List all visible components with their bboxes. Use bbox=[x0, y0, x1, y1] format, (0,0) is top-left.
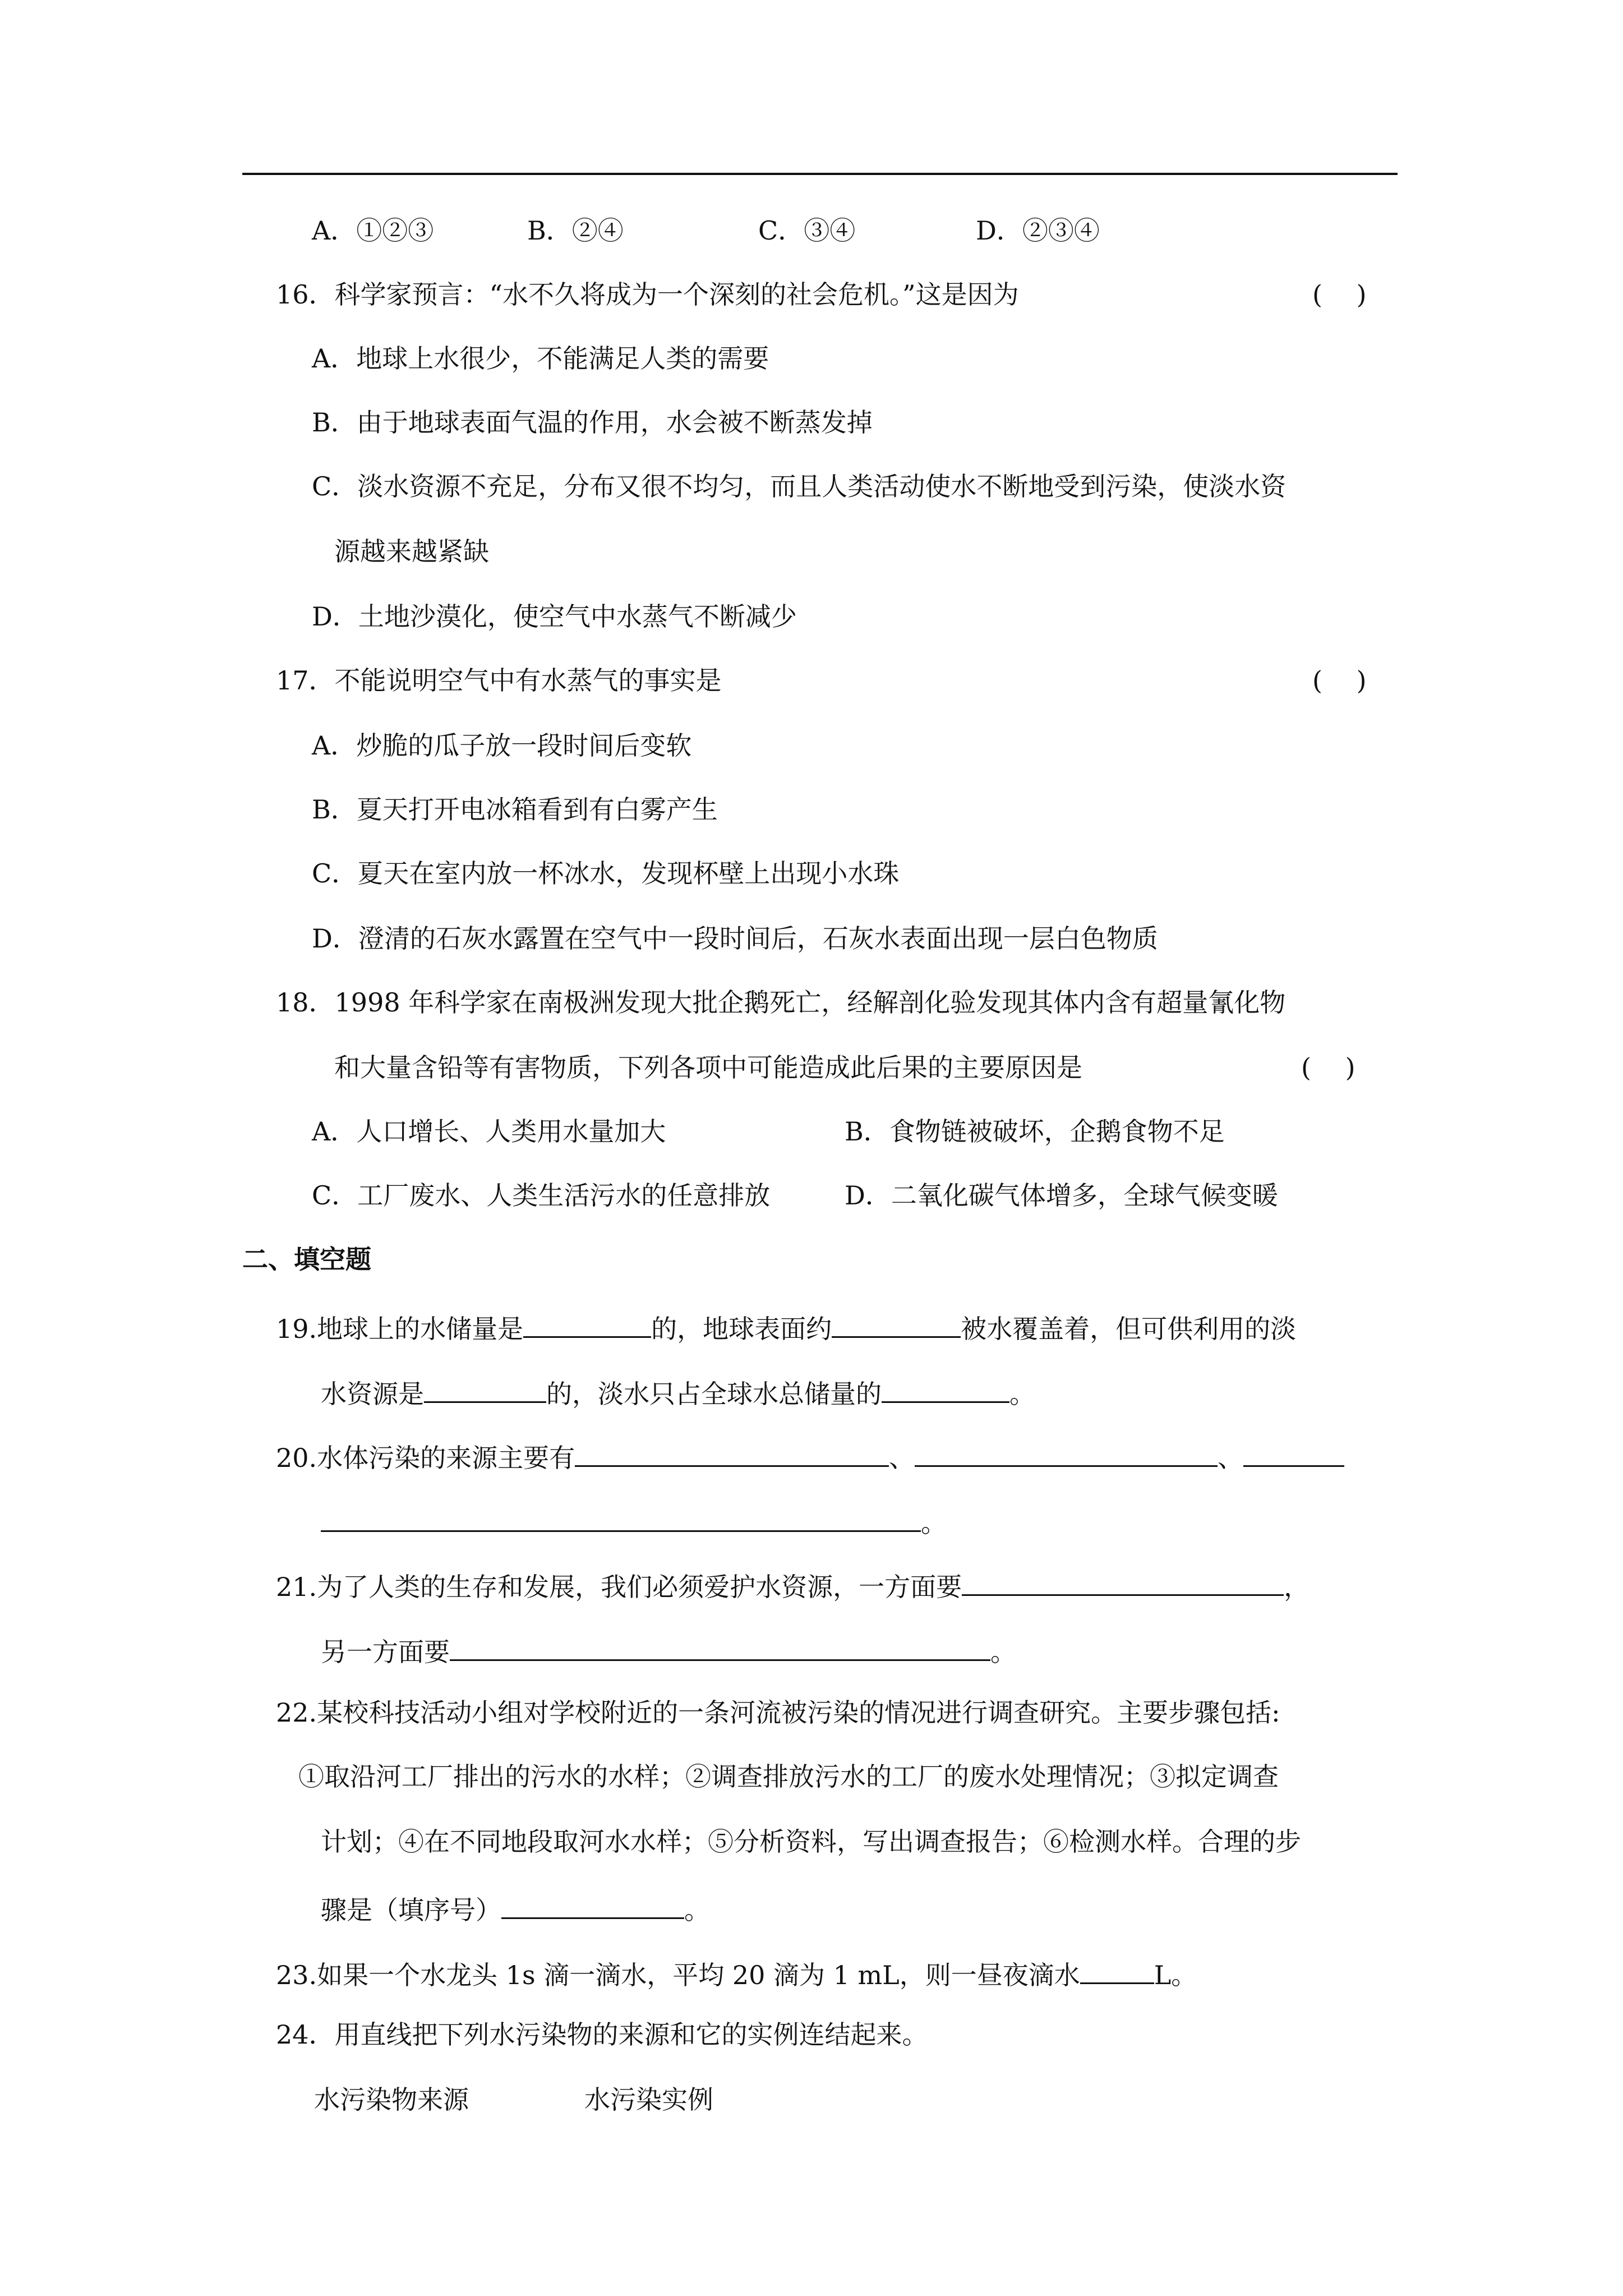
q16-stem: 16．科学家预言：“水不久将成为一个深刻的社会危机。”这是因为 bbox=[276, 279, 1019, 310]
q16-option-a: A．地球上水很少，不能满足人类的需要 bbox=[312, 343, 769, 374]
q20-blank-2[interactable] bbox=[915, 1441, 1218, 1467]
q18-option-c: C．工厂废水、人类生活污水的任意排放 bbox=[312, 1180, 771, 1211]
q20-sep-2: 、 bbox=[1218, 1443, 1244, 1473]
q19-blank-1[interactable] bbox=[523, 1312, 651, 1338]
q20-sep-1: 、 bbox=[889, 1443, 915, 1473]
q23-line bbox=[276, 1958, 1197, 1988]
q15-option-c: C．③④ bbox=[758, 215, 856, 246]
q21-text-2: 另一方面要 bbox=[321, 1637, 450, 1667]
q20-blank-3[interactable] bbox=[1243, 1441, 1344, 1467]
q16-option-b: B．由于地球表面气温的作用，水会被不断蒸发掉 bbox=[312, 407, 873, 438]
q23-text-2: L。 bbox=[1154, 1960, 1197, 1990]
q17-stem: 17．不能说明空气中有水蒸气的事实是 bbox=[276, 665, 722, 696]
q18-option-b: B．食物链被破坏，企鹅食物不足 bbox=[845, 1116, 1225, 1147]
q17-option-b: B．夏天打开电冰箱看到有白雾产生 bbox=[312, 794, 718, 825]
q19-text-4: 水资源是 bbox=[321, 1379, 424, 1409]
q17-answer-paren: ( ) bbox=[1312, 665, 1367, 696]
q20-line2 bbox=[321, 1506, 947, 1536]
q18-option-a: A．人口增长、人类用水量加大 bbox=[312, 1116, 666, 1147]
q20-blank-1[interactable] bbox=[575, 1441, 889, 1467]
q17-option-a: A．炒脆的瓜子放一段时间后变软 bbox=[312, 730, 692, 761]
q18-stem-line2: 和大量含铅等有害物质，下列各项中可能造成此后果的主要原因是 bbox=[334, 1052, 1082, 1083]
q24-stem: 24．用直线把下列水污染物的来源和它的实例连结起来。 bbox=[276, 2019, 928, 2050]
q22-blank[interactable] bbox=[501, 1893, 684, 1919]
q17-option-c: C．夏天在室内放一杯冰水，发现杯壁上出现小水珠 bbox=[312, 858, 900, 889]
q19-text-5: 的，淡水只占全球水总储量的 bbox=[546, 1379, 882, 1409]
q24-column-example: 水污染实例 bbox=[584, 2085, 713, 2115]
q21-comma: ， bbox=[1284, 1572, 1310, 1602]
q21-blank-1[interactable] bbox=[962, 1570, 1284, 1596]
q19-blank-4[interactable] bbox=[882, 1377, 1009, 1403]
q24-column-source: 水污染物来源 bbox=[314, 2085, 469, 2115]
q16-answer-paren: ( ) bbox=[1312, 279, 1367, 310]
q19-text-1: 19.地球上的水储量是 bbox=[276, 1314, 524, 1344]
q20-end: 。 bbox=[921, 1508, 947, 1538]
q20-blank-3-cont[interactable] bbox=[321, 1506, 921, 1532]
q15-option-d: D．②③④ bbox=[976, 215, 1100, 246]
q19-text-3: 被水覆盖着，但可供利用的淡 bbox=[961, 1314, 1297, 1344]
q22-line1: 22.某校科技活动小组对学校附近的一条河流被污染的情况进行调查研究。主要步骤包括: bbox=[276, 1697, 1280, 1728]
q23-blank[interactable] bbox=[1080, 1958, 1154, 1984]
q19-blank-3[interactable] bbox=[424, 1377, 546, 1403]
q23-text-1: 23.如果一个水龙头 1s 滴一滴水，平均 20 滴为 1 mL，则一昼夜滴水 bbox=[276, 1960, 1080, 1990]
q19-text-2: 的，地球表面约 bbox=[651, 1314, 832, 1344]
section-heading-fill-in: 二、填空题 bbox=[242, 1244, 371, 1274]
q21-end: 。 bbox=[990, 1637, 1016, 1667]
q18-stem-line1: 18．1998 年科学家在南极洲发现大批企鹅死亡，经解剖化验发现其体内含有超量氰化物 bbox=[276, 987, 1286, 1018]
q22-end: 。 bbox=[684, 1895, 710, 1925]
q22-line3: 计划；④在不同地段取河水水样；⑤分析资料，写出调查报告；⑥检测水样。合理的步 bbox=[321, 1826, 1301, 1857]
q19-line1 bbox=[276, 1312, 1296, 1342]
q19-blank-2[interactable] bbox=[832, 1312, 961, 1338]
q16-option-c-line1: C．淡水资源不充足，分布又很不均匀，而且人类活动使水不断地受到污染，使淡水资 bbox=[312, 471, 1287, 501]
q22-line4 bbox=[321, 1893, 710, 1923]
q15-option-b: B．②④ bbox=[527, 215, 624, 246]
q22-text-4: 骤是（填序号） bbox=[321, 1895, 501, 1925]
q18-option-d: D．二氧化碳气体增多，全球气候变暖 bbox=[845, 1180, 1278, 1211]
q22-line2: ①取沿河工厂排出的污水的水样；②调查排放污水的工厂的废水处理情况；③拟定调查 bbox=[298, 1761, 1279, 1792]
q17-option-d: D．澄清的石灰水露置在空气中一段时间后，石灰水表面出现一层白色物质 bbox=[312, 923, 1158, 954]
q21-line2 bbox=[321, 1635, 1016, 1665]
q20-text-1: 20.水体污染的来源主要有 bbox=[276, 1443, 575, 1473]
q19-text-6: 。 bbox=[1009, 1379, 1035, 1409]
q19-line2 bbox=[321, 1377, 1035, 1407]
q18-answer-paren: ( ) bbox=[1301, 1052, 1355, 1083]
header-rule bbox=[242, 173, 1398, 175]
q20-line1 bbox=[276, 1441, 1344, 1471]
q21-text-1: 21.为了人类的生存和发展，我们必须爱护水资源，一方面要 bbox=[276, 1572, 962, 1602]
q21-blank-2[interactable] bbox=[450, 1635, 990, 1661]
q16-option-c-line2: 源越来越紧缺 bbox=[334, 536, 489, 567]
q15-option-a: A．①②③ bbox=[312, 215, 434, 246]
q21-line1 bbox=[276, 1570, 1310, 1600]
q16-option-d: D．土地沙漠化，使空气中水蒸气不断减少 bbox=[312, 601, 797, 632]
